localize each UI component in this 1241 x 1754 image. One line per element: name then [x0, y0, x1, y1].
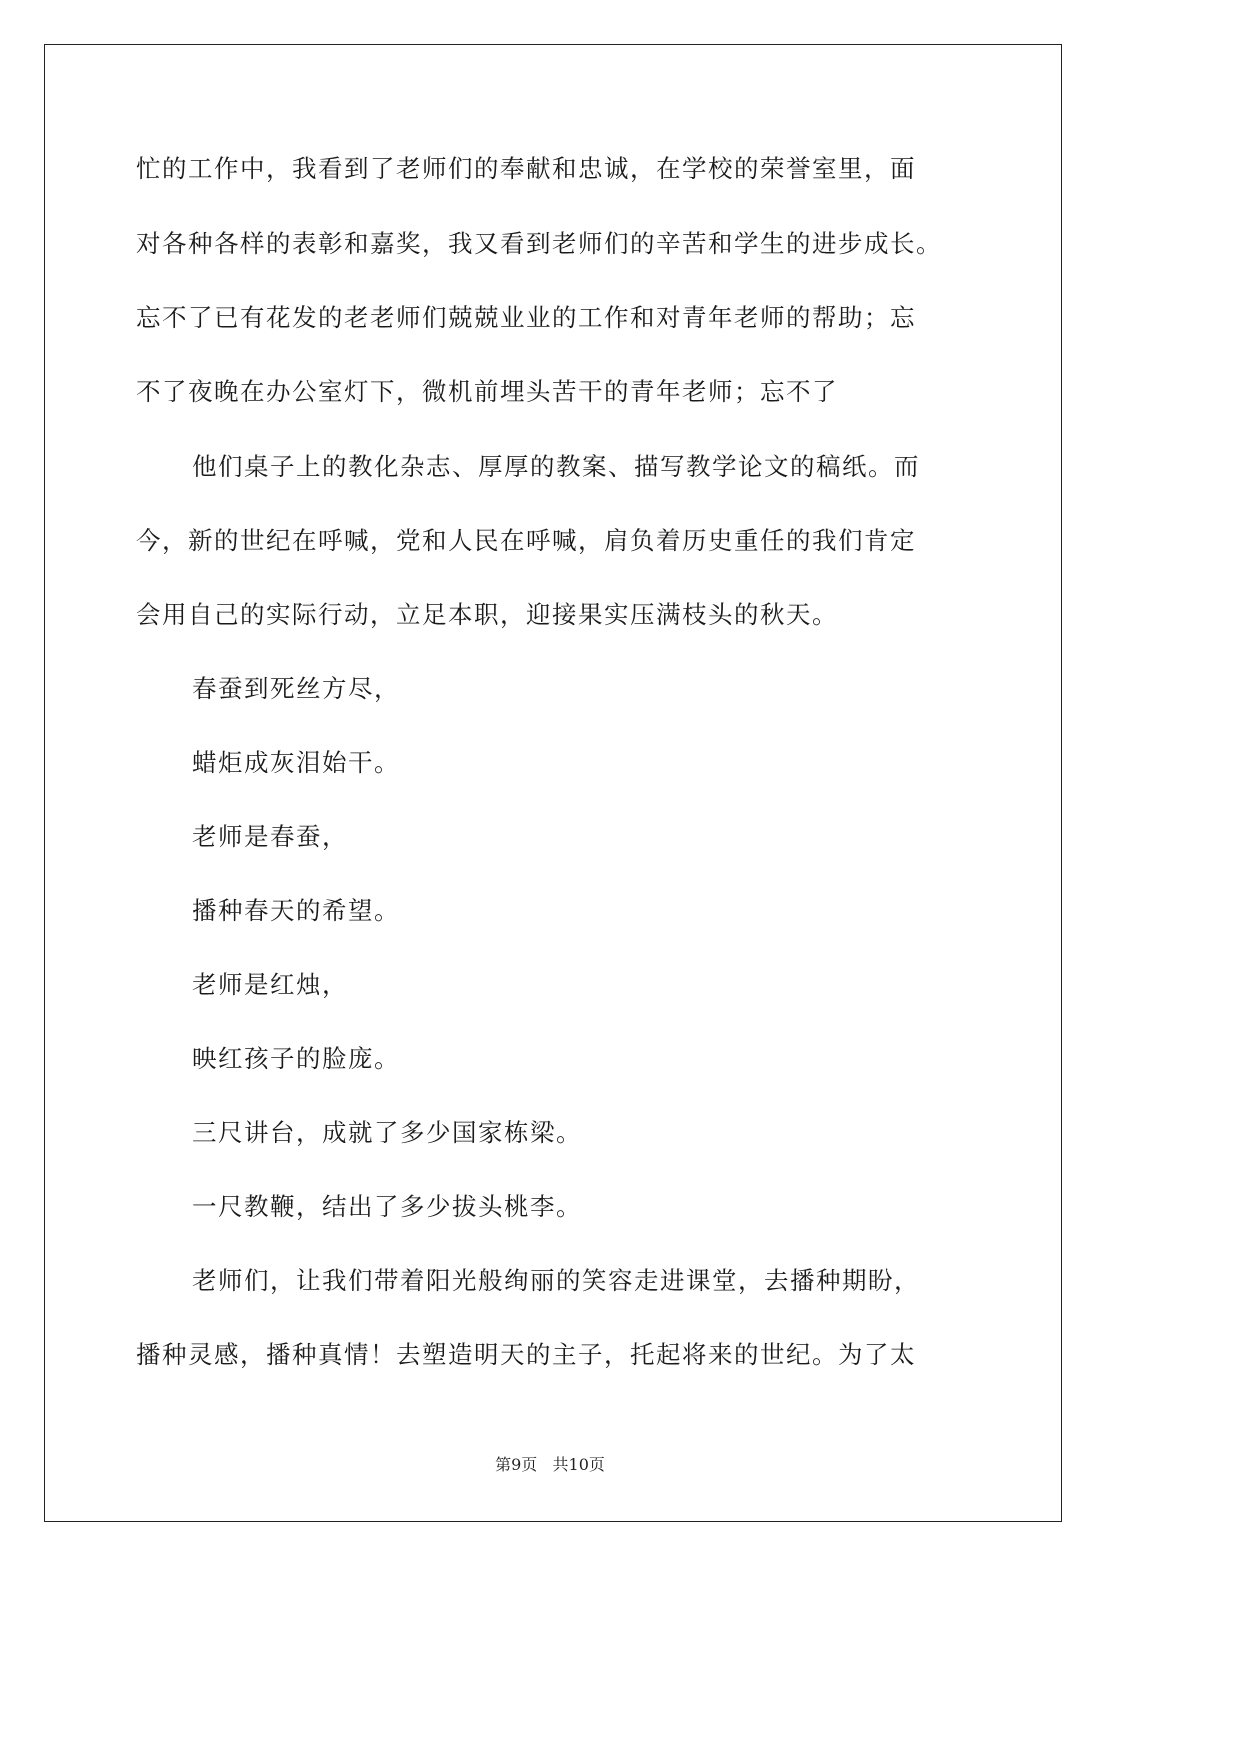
text-line: 映红孩子的脸庞。: [192, 1044, 400, 1073]
text-line: 老师是红烛，: [192, 970, 348, 999]
text-line: 会用自己的实际行动，立足本职，迎接果实压满枝头的秋天。: [136, 600, 838, 629]
text-line: 一尺教鞭，结出了多少拔头桃李。: [192, 1192, 582, 1221]
text-line: 蜡炬成灰泪始干。: [192, 748, 400, 777]
page-total: 共10页: [552, 1455, 605, 1474]
text-line: 忘不了已有花发的老老师们兢兢业业的工作和对青年老师的帮助；忘: [136, 303, 916, 332]
text-line: 播种春天的希望。: [192, 896, 400, 925]
page-footer: [0, 1452, 1100, 1475]
text-line: 忙的工作中，我看到了老师们的奉献和忠诚，在学校的荣誉室里，面: [136, 154, 916, 183]
text-line: 不了夜晚在办公室灯下，微机前埋头苦干的青年老师；忘不了: [136, 377, 838, 406]
text-line: 三尺讲台，成就了多少国家栋梁。: [192, 1118, 582, 1147]
text-line: 对各种各样的表彰和嘉奖，我又看到老师们的辛苦和学生的进步成长。: [136, 229, 942, 258]
text-line: 老师们，让我们带着阳光般绚丽的笑容走进课堂，去播种期盼，: [192, 1266, 920, 1295]
text-line: 今，新的世纪在呼喊，党和人民在呼喊，肩负着历史重任的我们肯定: [136, 526, 916, 555]
text-line: 老师是春蚕，: [192, 822, 348, 851]
page-number: 第9页: [495, 1455, 538, 1474]
text-line: 春蚕到死丝方尽，: [192, 674, 400, 703]
page-border: [44, 44, 1062, 1522]
text-line: 播种灵感，播种真情！去塑造明天的主子，托起将来的世纪。为了太: [136, 1340, 916, 1369]
text-line: 他们桌子上的教化杂志、厚厚的教案、描写教学论文的稿纸。而: [192, 452, 920, 481]
